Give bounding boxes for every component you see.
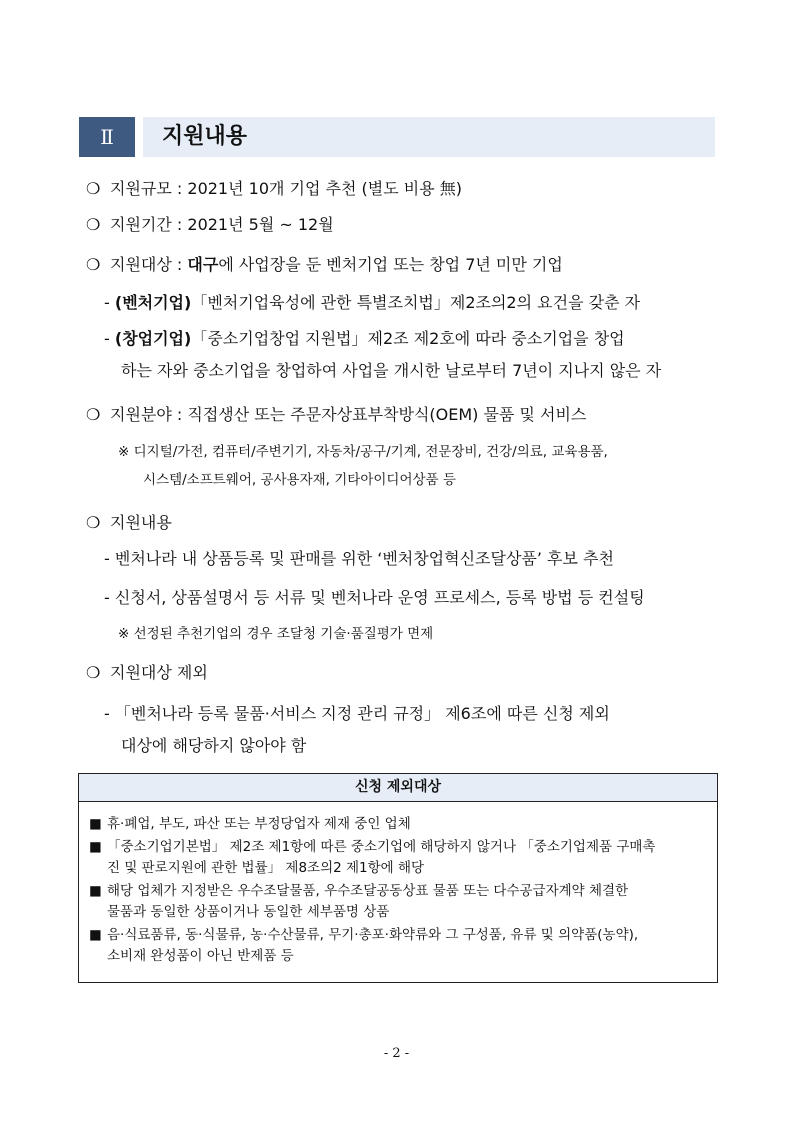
exclusion-2: 대상에 해당하지 않아야 함 bbox=[121, 736, 307, 755]
exclusion-box-title: 신청 제외대상 bbox=[79, 774, 717, 802]
dash-icon: - bbox=[104, 329, 110, 348]
item-venture bbox=[104, 292, 640, 314]
item-startup bbox=[104, 328, 625, 350]
exclusion-1-text: 「벤처나라 등록 물품·서비스 지정 관리 규정」 제6조에 따른 신청 제외 bbox=[114, 704, 610, 723]
exclusion-box-item-line: 해당 업체가 지정받은 우수조달물품, 우수조달공동상표 물품 또는 다수공급자계약 체결한 bbox=[107, 883, 629, 899]
item-scale-text: 지원규모 : 2021년 10개 기업 추천 (별도 비용 無) bbox=[110, 179, 463, 198]
content-1-text: 벤처나라 내 상품등록 및 판매를 위한 ‘벤처창업혁신조달상품’ 후보 추천 bbox=[114, 549, 614, 568]
dash-icon: - bbox=[104, 549, 110, 568]
venture-label: (벤처기업) bbox=[114, 293, 192, 312]
item-content bbox=[86, 512, 172, 534]
item-scale bbox=[86, 178, 462, 200]
exclusion-box bbox=[78, 773, 718, 983]
exclusion-box-item bbox=[89, 881, 709, 902]
exclusion-1 bbox=[104, 703, 610, 725]
square-bullet-icon: ■ bbox=[89, 816, 102, 832]
note-icon: ※ bbox=[118, 444, 130, 460]
field-note-2: 시스템/소프트웨어, 공사용자재, 기타아이디어상품 등 bbox=[143, 472, 456, 488]
exclusion-box-item-line: 음·식료품류, 동·식물류, 농·수산물류, 무기·총포·화약류와 그 구성품, 유류 및 의약품(농약), bbox=[107, 927, 639, 943]
exclusion-box-item-line: 소비재 완성품이 아닌 반제품 등 bbox=[107, 948, 294, 964]
content-note bbox=[118, 624, 433, 644]
dash-icon: - bbox=[104, 588, 110, 607]
exclusion-box-item bbox=[89, 925, 709, 946]
startup-text-2: 하는 자와 중소기업을 창업하여 사업을 개시한 날로부터 7년이 지나지 않은 자 bbox=[121, 361, 662, 380]
circle-bullet-icon: ❍ bbox=[86, 255, 101, 274]
exclusion-box-item-line: 물품과 동일한 상품이거나 동일한 세부품명 상품 bbox=[107, 904, 390, 920]
dash-icon: - bbox=[104, 704, 110, 723]
startup-label: (창업기업) bbox=[114, 329, 192, 348]
exclusion-box-item bbox=[89, 837, 709, 858]
exclusion-box-item bbox=[89, 814, 709, 835]
item-exclusion bbox=[86, 662, 208, 684]
item-field bbox=[86, 404, 586, 426]
note-icon: ※ bbox=[118, 626, 130, 642]
exclusion-box-item-line: 휴·폐업, 부도, 파산 또는 부정당업자 제재 중인 업체 bbox=[107, 816, 411, 832]
item-exclusion-text: 지원대상 제외 bbox=[110, 663, 208, 682]
square-bullet-icon: ■ bbox=[89, 927, 102, 943]
field-note-1-text: 디지털/가전, 컴퓨터/주변기기, 자동차/공구/기계, 전문장비, 건강/의료, 교육용품, bbox=[133, 444, 608, 460]
circle-bullet-icon: ❍ bbox=[86, 215, 101, 234]
content-1 bbox=[104, 548, 614, 570]
venture-text: 「벤처기업육성에 관한 특별조치법」제2조의2의 요건을 갖춘 자 bbox=[191, 293, 641, 312]
startup-text-1: 「중소기업창업 지원법」제2조 제2호에 따라 중소기업을 창업 bbox=[191, 329, 625, 348]
item-target-suffix: 에 사업장을 둔 벤처기업 또는 창업 7년 미만 기업 bbox=[218, 255, 563, 274]
item-target-prefix: 지원대상 : bbox=[110, 255, 188, 274]
circle-bullet-icon: ❍ bbox=[86, 179, 101, 198]
circle-bullet-icon: ❍ bbox=[86, 663, 101, 682]
section-title: 지원내용 bbox=[162, 124, 248, 149]
item-period-text: 지원기간 : 2021년 5월 ~ 12월 bbox=[110, 215, 334, 234]
item-target-region: 대구 bbox=[187, 255, 219, 274]
circle-bullet-icon: ❍ bbox=[86, 513, 101, 532]
page-number: - 2 - bbox=[383, 1046, 410, 1061]
field-note-1 bbox=[118, 442, 608, 462]
item-target bbox=[86, 254, 716, 276]
exclusion-box-item-line: 「중소기업기본법」 제2조 제1항에 따른 중소기업에 해당하지 않거나 「중소기업제품 구매촉 bbox=[107, 839, 656, 855]
item-period bbox=[86, 214, 334, 236]
content-2 bbox=[104, 587, 645, 609]
item-content-text: 지원내용 bbox=[110, 513, 172, 532]
circle-bullet-icon: ❍ bbox=[86, 405, 101, 424]
content-2-text: 신청서, 상품설명서 등 서류 및 벤처나라 운영 프로세스, 등록 방법 등 컨설팅 bbox=[114, 588, 645, 607]
square-bullet-icon: ■ bbox=[89, 839, 102, 855]
item-field-text: 지원분야 : 직접생산 또는 주문자상표부착방식(OEM) 물품 및 서비스 bbox=[110, 405, 587, 424]
content-note-text: 선정된 추천기업의 경우 조달청 기술·품질평가 면제 bbox=[133, 626, 434, 642]
exclusion-box-item-line: 진 및 판로지원에 관한 법률」 제8조의2 제1항에 해당 bbox=[107, 860, 425, 876]
square-bullet-icon: ■ bbox=[89, 883, 102, 899]
section-number: Ⅱ bbox=[79, 117, 135, 157]
dash-icon: - bbox=[104, 293, 110, 312]
